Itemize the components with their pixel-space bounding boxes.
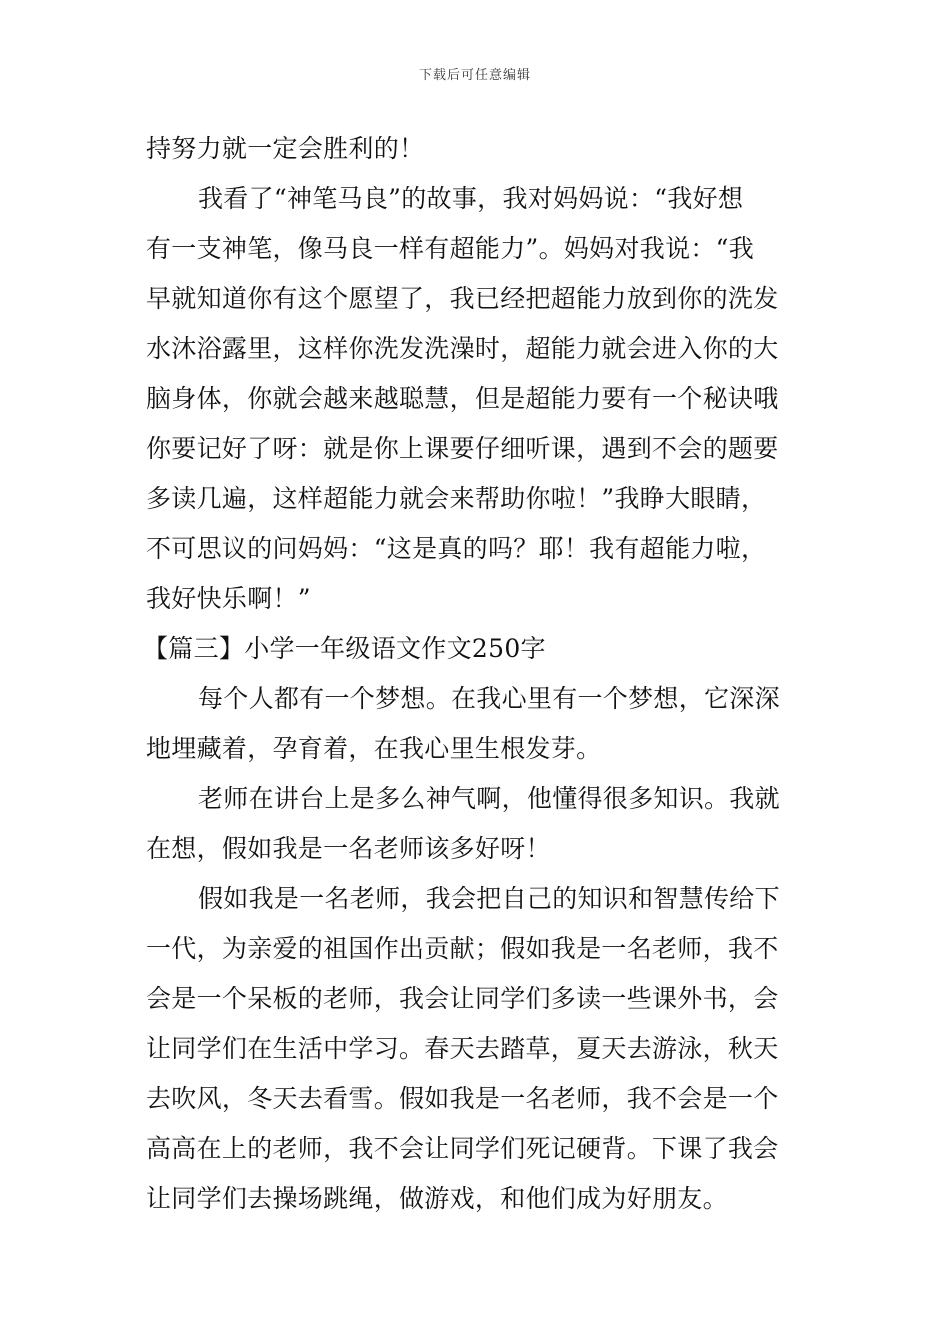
page-header-note: 下载后可任意编辑 <box>418 68 531 83</box>
text-line: 早就知道你有这个愿望了，我已经把超能力放到你的洗发 <box>146 284 779 313</box>
text-line: 多读几遍，这样超能力就会来帮助你啦！”我睁大眼睛， <box>146 484 767 513</box>
text-line: 让同学们在生活中学习。春天去踏草，夏天去游泳，秋天 <box>146 1034 779 1063</box>
text-line: 会是一个呆板的老师，我会让同学们多读一些课外书，会 <box>146 984 779 1013</box>
text-line: 持努力就一定会胜利的！ <box>146 134 425 163</box>
text-line: 去吹风，冬天去看雪。假如我是一名老师，我不会是一个 <box>146 1084 779 1113</box>
text-line: 让同学们去操场跳绳，做游戏，和他们成为好朋友。 <box>146 1184 728 1213</box>
paragraph-start-line: 每个人都有一个梦想。在我心里有一个梦想，它深深 <box>198 684 780 713</box>
text-line: 我好快乐啊！” <box>146 584 311 613</box>
paragraph-start-line: 老师在讲台上是多么神气啊，他懂得很多知识。我就 <box>198 784 780 813</box>
text-line: 水沐浴露里，这样你洗发洗澡时，超能力就会进入你的大 <box>146 334 779 363</box>
paragraph-start-line: 假如我是一名老师，我会把自己的知识和智慧传给下 <box>198 884 780 913</box>
text-line: 不可思议的问妈妈：“这是真的吗？耶！我有超能力啦， <box>146 534 767 563</box>
text-line: 脑身体，你就会越来越聪慧，但是超能力要有一个秘诀哦 <box>146 384 779 413</box>
section-heading: 【篇三】小学一年级语文作文250字 <box>143 634 546 663</box>
text-line: 你要记好了呀：就是你上课要仔细听课，遇到不会的题要 <box>146 434 779 463</box>
text-line: 有一支神笔，像马良一样有超能力”。妈妈对我说：“我 <box>146 234 755 263</box>
text-line: 地埋藏着，孕育着，在我心里生根发芽。 <box>146 734 602 763</box>
text-line: 一代，为亲爱的祖国作出贡献；假如我是一名老师，我不 <box>146 934 779 963</box>
text-line: 在想，假如我是一名老师该多好呀！ <box>146 834 551 863</box>
document-body <box>143 124 806 1224</box>
text-line: 高高在上的老师，我不会让同学们死记硬背。下课了我会 <box>146 1134 779 1163</box>
paragraph-start-line: 我看了“神笔马良”的故事，我对妈妈说：“我好想 <box>198 184 744 213</box>
